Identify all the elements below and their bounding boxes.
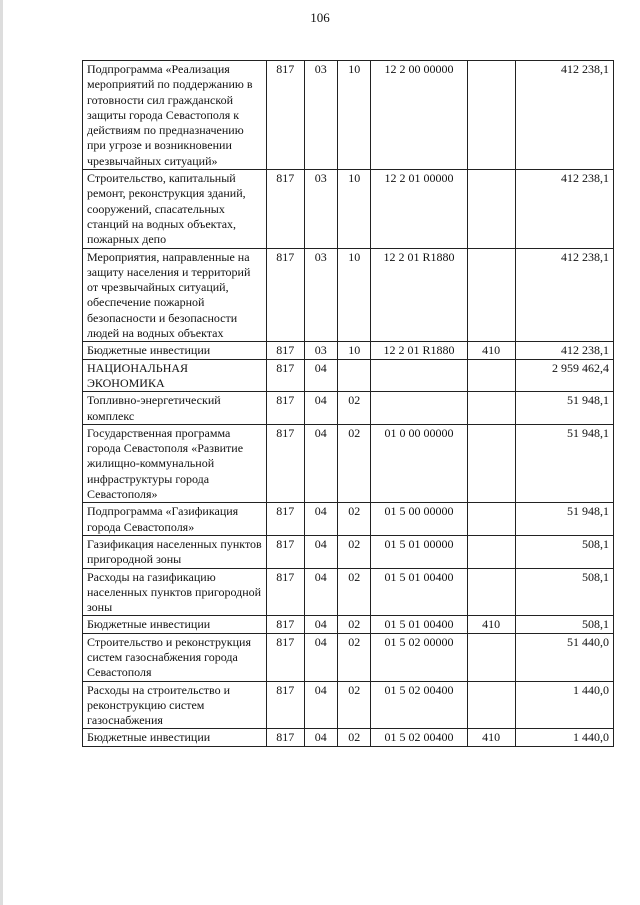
table-row [83,616,614,633]
row-sum: 508,1 [515,616,613,633]
page-number: 106 [310,10,330,25]
row-section: 04 [304,633,337,681]
row-target-article: 01 5 02 00400 [371,729,467,746]
row-target-article: 01 5 01 00400 [371,568,467,616]
table-row [83,681,614,729]
row-subsection: 10 [338,342,371,359]
row-target-article: 01 5 00 00000 [371,503,467,536]
row-name: Бюджетные инвестиции [83,616,267,633]
row-ved: 817 [266,392,304,425]
row-expense-type [467,170,515,248]
row-subsection: 02 [338,568,371,616]
row-name: Подпрограмма «Реализация мероприятий по поддержанию в готовности сил гражданской защиты города Севастополя к действиям по предназначению при угрозе и возникновении чрезвычайных ситуаций» [83,61,267,170]
row-sum: 51 948,1 [515,392,613,425]
row-expense-type [467,535,515,568]
table-row [83,568,614,616]
row-section: 04 [304,568,337,616]
row-sum: 508,1 [515,535,613,568]
row-name: Расходы на строительство и реконструкцию систем газоснабжения [83,681,267,729]
row-section: 04 [304,503,337,536]
row-subsection: 02 [338,681,371,729]
row-sum: 2 959 462,4 [515,359,613,392]
row-section: 03 [304,170,337,248]
row-ved: 817 [266,681,304,729]
row-ved: 817 [266,729,304,746]
row-target-article: 01 5 01 00400 [371,616,467,633]
row-name: Бюджетные инвестиции [83,342,267,359]
budget-table [82,60,614,747]
row-target-article: 01 5 02 00000 [371,633,467,681]
row-target-article: 12 2 01 R1880 [371,248,467,342]
row-ved: 817 [266,170,304,248]
row-target-article [371,359,467,392]
row-sum: 412 238,1 [515,170,613,248]
table-row [83,170,614,248]
row-section: 04 [304,729,337,746]
row-target-article: 01 5 02 00400 [371,681,467,729]
row-ved: 817 [266,503,304,536]
row-target-article: 12 2 01 R1880 [371,342,467,359]
row-subsection: 10 [338,170,371,248]
row-name: Строительство и реконструкция систем газоснабжения города Севастополя [83,633,267,681]
budget-table-body [83,61,614,747]
row-name: НАЦИОНАЛЬНАЯ ЭКОНОМИКА [83,359,267,392]
row-expense-type [467,568,515,616]
row-subsection: 02 [338,633,371,681]
row-ved: 817 [266,342,304,359]
row-sum: 1 440,0 [515,681,613,729]
row-ved: 817 [266,424,304,502]
row-ved: 817 [266,359,304,392]
row-target-article: 12 2 00 00000 [371,61,467,170]
row-subsection: 10 [338,61,371,170]
row-expense-type [467,359,515,392]
row-sum: 51 948,1 [515,503,613,536]
row-expense-type: 410 [467,342,515,359]
row-ved: 817 [266,616,304,633]
row-section: 03 [304,61,337,170]
table-row [83,359,614,392]
row-name: Подпрограмма «Газификация города Севастополя» [83,503,267,536]
row-name: Строительство, капитальный ремонт, реконструкция зданий, сооружений, спасательных станций на водных объектах, пожарных депо [83,170,267,248]
row-subsection: 02 [338,729,371,746]
row-sum: 1 440,0 [515,729,613,746]
row-name: Топливно-энергетический комплекс [83,392,267,425]
row-sum: 412 238,1 [515,342,613,359]
row-ved: 817 [266,248,304,342]
row-expense-type: 410 [467,729,515,746]
row-expense-type [467,681,515,729]
row-subsection: 02 [338,424,371,502]
row-target-article: 12 2 01 00000 [371,170,467,248]
row-expense-type [467,248,515,342]
scan-edge [0,0,3,905]
row-target-article: 01 0 00 00000 [371,424,467,502]
row-section: 04 [304,681,337,729]
row-ved: 817 [266,568,304,616]
row-target-article: 01 5 01 00000 [371,535,467,568]
row-section: 03 [304,248,337,342]
table-row [83,392,614,425]
table-row [83,424,614,502]
table-row [83,729,614,746]
row-section: 04 [304,616,337,633]
table-row [83,342,614,359]
row-subsection: 02 [338,503,371,536]
row-sum: 412 238,1 [515,61,613,170]
row-expense-type [467,633,515,681]
row-expense-type [467,424,515,502]
row-expense-type [467,61,515,170]
table-row [83,535,614,568]
row-name: Бюджетные инвестиции [83,729,267,746]
row-name: Расходы на газификацию населенных пунктов пригородной зоны [83,568,267,616]
table-row [83,503,614,536]
row-sum: 51 948,1 [515,424,613,502]
row-subsection [338,359,371,392]
row-sum: 508,1 [515,568,613,616]
row-ved: 817 [266,61,304,170]
row-target-article [371,392,467,425]
row-expense-type [467,392,515,425]
table-row [83,248,614,342]
row-name: Мероприятия, направленные на защиту населения и территорий от чрезвычайных ситуаций, обеспечение пожарной безопасности и безопасности людей на водных объектах [83,248,267,342]
row-subsection: 02 [338,616,371,633]
row-expense-type [467,503,515,536]
row-section: 04 [304,424,337,502]
table-row [83,61,614,170]
row-ved: 817 [266,633,304,681]
row-section: 04 [304,535,337,568]
row-ved: 817 [266,535,304,568]
row-name: Газификация населенных пунктов пригородной зоны [83,535,267,568]
table-row [83,633,614,681]
row-sum: 51 440,0 [515,633,613,681]
row-name: Государственная программа города Севастополя «Развитие жилищно-коммунальной инфраструктуры города Севастополя» [83,424,267,502]
row-subsection: 02 [338,392,371,425]
row-section: 03 [304,342,337,359]
row-section: 04 [304,392,337,425]
row-expense-type: 410 [467,616,515,633]
row-sum: 412 238,1 [515,248,613,342]
row-subsection: 10 [338,248,371,342]
row-subsection: 02 [338,535,371,568]
row-section: 04 [304,359,337,392]
